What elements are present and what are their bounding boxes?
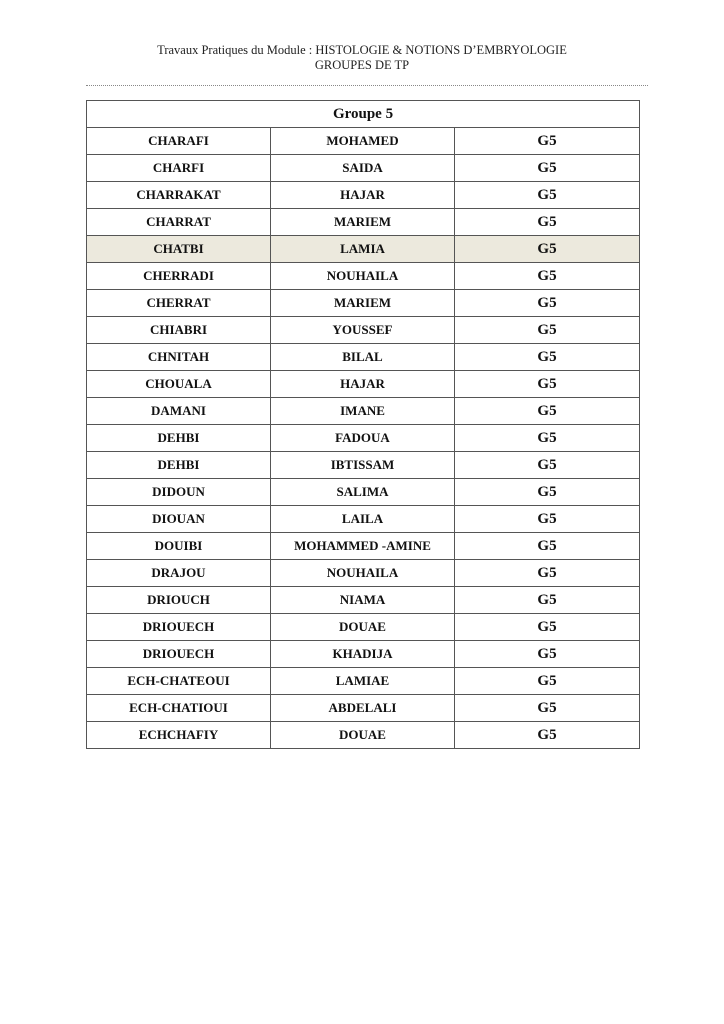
- first-name-cell: SALIMA: [271, 479, 455, 506]
- table-row: [87, 371, 640, 398]
- group-cell: G5: [455, 263, 640, 290]
- first-name-cell: MOHAMED: [271, 128, 455, 155]
- table-row: [87, 587, 640, 614]
- first-name-cell: DOUAE: [271, 614, 455, 641]
- group-cell: G5: [455, 587, 640, 614]
- table-row: [87, 533, 640, 560]
- first-name-cell: MARIEM: [271, 209, 455, 236]
- group-cell: G5: [455, 128, 640, 155]
- last-name-cell: CHARRAT: [87, 209, 271, 236]
- table-row: [87, 182, 640, 209]
- group-cell: G5: [455, 182, 640, 209]
- table-row: [87, 128, 640, 155]
- group-cell: G5: [455, 236, 640, 263]
- first-name-cell: LAMIA: [271, 236, 455, 263]
- group-cell: G5: [455, 344, 640, 371]
- first-name-cell: MOHAMMED -AMINE: [271, 533, 455, 560]
- last-name-cell: DRIOUECH: [87, 614, 271, 641]
- table-row: [87, 479, 640, 506]
- table-row: [87, 695, 640, 722]
- first-name-cell: MARIEM: [271, 290, 455, 317]
- last-name-cell: CHERRADI: [87, 263, 271, 290]
- last-name-cell: CHERRAT: [87, 290, 271, 317]
- first-name-cell: IMANE: [271, 398, 455, 425]
- group-cell: G5: [455, 695, 640, 722]
- last-name-cell: ECH-CHATEOUI: [87, 668, 271, 695]
- group-cell: G5: [455, 371, 640, 398]
- group-cell: G5: [455, 668, 640, 695]
- first-name-cell: LAMIAE: [271, 668, 455, 695]
- table-row: [87, 398, 640, 425]
- last-name-cell: DRAJOU: [87, 560, 271, 587]
- last-name-cell: ECHCHAFIY: [87, 722, 271, 749]
- group-cell: G5: [455, 398, 640, 425]
- last-name-cell: DEHBI: [87, 452, 271, 479]
- last-name-cell: CHARAFI: [87, 128, 271, 155]
- group-cell: G5: [455, 155, 640, 182]
- table-row: [87, 614, 640, 641]
- first-name-cell: HAJAR: [271, 371, 455, 398]
- last-name-cell: DAMANI: [87, 398, 271, 425]
- table-row: [87, 290, 640, 317]
- header-divider: [86, 85, 648, 86]
- first-name-cell: HAJAR: [271, 182, 455, 209]
- group-table: [86, 100, 640, 749]
- last-name-cell: CHARRAKAT: [87, 182, 271, 209]
- module-title: Travaux Pratiques du Module : HISTOLOGIE & NOTIONS D’EMBRYOLOGIE: [157, 43, 567, 57]
- table-body: [87, 128, 640, 749]
- group-cell: G5: [455, 641, 640, 668]
- first-name-cell: KHADIJA: [271, 641, 455, 668]
- table-row: [87, 560, 640, 587]
- group-cell: G5: [455, 533, 640, 560]
- first-name-cell: NIAMA: [271, 587, 455, 614]
- group-cell: G5: [455, 506, 640, 533]
- group-cell: G5: [455, 290, 640, 317]
- last-name-cell: CHOUALA: [87, 371, 271, 398]
- last-name-cell: DIDOUN: [87, 479, 271, 506]
- group-title: Groupe 5: [87, 101, 640, 128]
- document-header: [0, 43, 724, 73]
- first-name-cell: BILAL: [271, 344, 455, 371]
- first-name-cell: YOUSSEF: [271, 317, 455, 344]
- group-cell: G5: [455, 560, 640, 587]
- group-cell: G5: [455, 317, 640, 344]
- table-row: [87, 452, 640, 479]
- first-name-cell: SAIDA: [271, 155, 455, 182]
- last-name-cell: DOUIBI: [87, 533, 271, 560]
- first-name-cell: ABDELALI: [271, 695, 455, 722]
- table-row: [87, 425, 640, 452]
- last-name-cell: DIOUAN: [87, 506, 271, 533]
- table-row: [87, 722, 640, 749]
- first-name-cell: IBTISSAM: [271, 452, 455, 479]
- last-name-cell: CHIABRI: [87, 317, 271, 344]
- table-row: [87, 317, 640, 344]
- last-name-cell: CHARFI: [87, 155, 271, 182]
- table-row: [87, 668, 640, 695]
- table-row: [87, 209, 640, 236]
- group-cell: G5: [455, 209, 640, 236]
- last-name-cell: DRIOUCH: [87, 587, 271, 614]
- group-cell: G5: [455, 479, 640, 506]
- first-name-cell: FADOUA: [271, 425, 455, 452]
- table-title-row: [87, 101, 640, 128]
- first-name-cell: NOUHAILA: [271, 560, 455, 587]
- group-cell: G5: [455, 614, 640, 641]
- first-name-cell: NOUHAILA: [271, 263, 455, 290]
- last-name-cell: CHNITAH: [87, 344, 271, 371]
- last-name-cell: CHATBI: [87, 236, 271, 263]
- group-cell: G5: [455, 452, 640, 479]
- table-row: [87, 236, 640, 263]
- table-row: [87, 641, 640, 668]
- first-name-cell: LAILA: [271, 506, 455, 533]
- table-row: [87, 155, 640, 182]
- first-name-cell: DOUAE: [271, 722, 455, 749]
- group-cell: G5: [455, 722, 640, 749]
- table-row: [87, 263, 640, 290]
- table-row: [87, 344, 640, 371]
- document-subtitle: GROUPES DE TP: [314, 58, 410, 72]
- group-cell: G5: [455, 425, 640, 452]
- last-name-cell: DRIOUECH: [87, 641, 271, 668]
- last-name-cell: DEHBI: [87, 425, 271, 452]
- last-name-cell: ECH-CHATIOUI: [87, 695, 271, 722]
- table-row: [87, 506, 640, 533]
